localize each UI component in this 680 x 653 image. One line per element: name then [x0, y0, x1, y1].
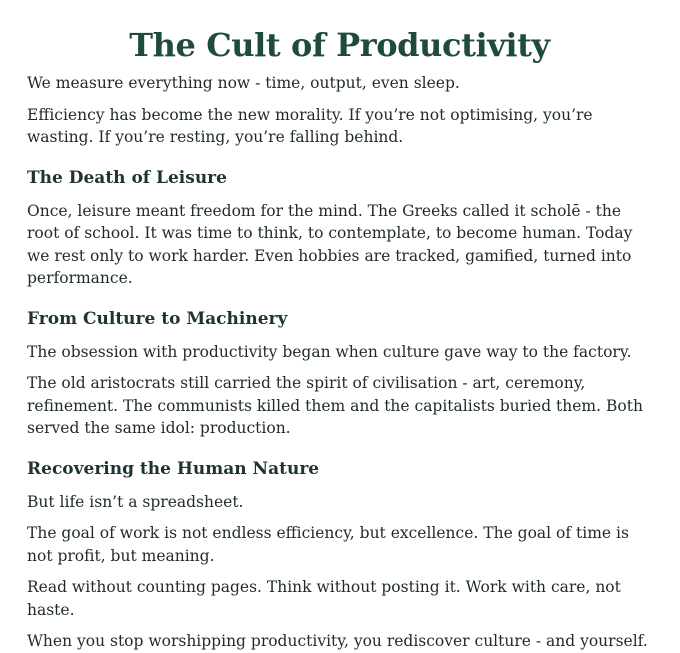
section-culture-to-machinery — [27, 308, 652, 440]
section-heading: Recovering the Human Nature — [27, 458, 320, 479]
section-paragraph: Once, leisure meant freedom for the mind. The Greeks called it scholē - the root of school. It was time to think, to contemplate, to become human. Today we rest only to work harder. Even hobbies are tracked, gamified, turned into performance. — [27, 201, 633, 287]
article-title: The Cult of Productivity — [129, 26, 550, 64]
section-death-of-leisure — [27, 167, 652, 290]
section-recovering-human-nature — [27, 458, 652, 653]
section-heading: The Death of Leisure — [27, 167, 227, 188]
section-paragraph: The goal of work is not endless efficiency, but excellence. The goal of time is not profit, but meaning. — [27, 524, 629, 565]
section-paragraph: Read without counting pages. Think without posting it. Work with care, not haste. — [27, 578, 621, 619]
section-paragraph: The obsession with productivity began when culture gave way to the factory. — [27, 342, 632, 361]
section-paragraph: But life isn’t a spreadsheet. — [27, 492, 244, 511]
intro-paragraph: Efficiency has become the new morality. If you’re not optimising, you’re wasting. If you’re resting, you’re falling behind. — [27, 105, 593, 146]
intro-paragraph: We measure everything now - time, output, even sleep. — [27, 74, 460, 92]
section-heading: From Culture to Machinery — [27, 308, 288, 329]
section-paragraph: The old aristocrats still carried the spirit of civilisation - art, ceremony, refinement. The communists killed them and the capitalists buried them. Both served the same idol: production. — [27, 374, 643, 437]
section-paragraph: When you stop worshipping productivity, you rediscover culture - and yourself. — [27, 632, 648, 650]
